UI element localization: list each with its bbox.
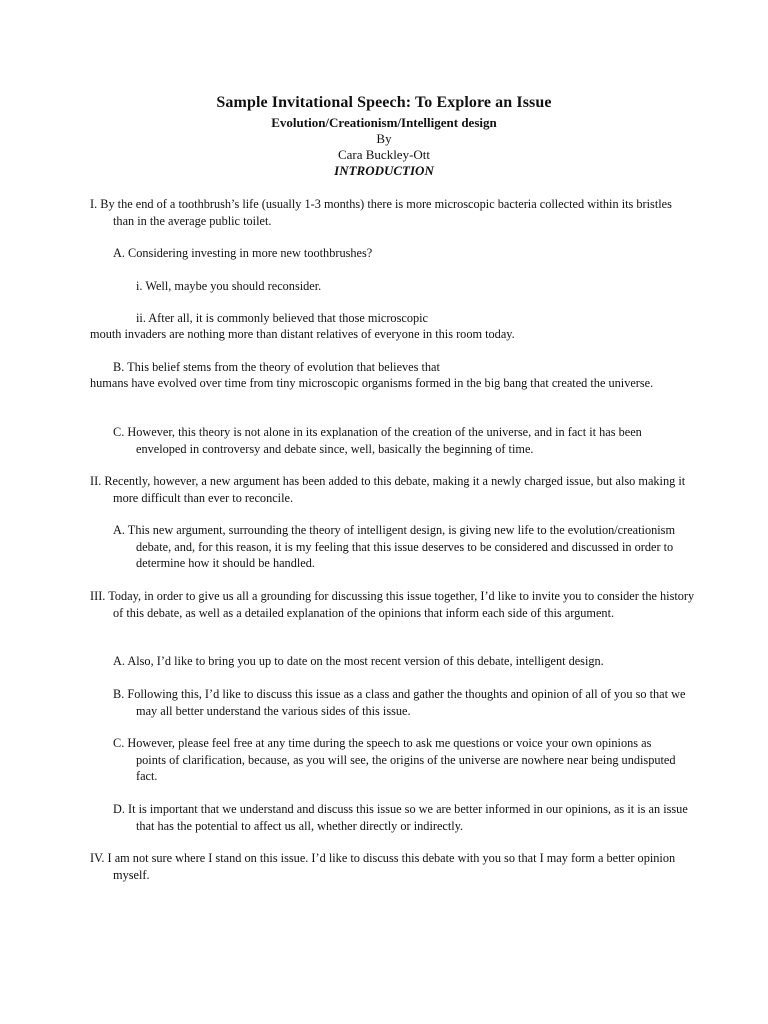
outline-point-1a: A. Considering investing in more new toothbrushes? xyxy=(113,246,373,260)
document-subtitle: Evolution/Creationism/Intelligent design xyxy=(271,115,497,130)
outline-point-1c: C. However, this theory is not alone in its explanation of the creation of the universe, and in fact it has been enveloped in controversy and debate since, well, basically the beginning of time. xyxy=(113,425,642,456)
author-name: Cara Buckley-Ott xyxy=(337,147,431,162)
outline-point-3: III. Today, in order to give us all a grounding for discussing this issue together, I’d like to invite you to consider the history of this debate, as well as a detailed explanation of the opinions that inform each side of this argument. xyxy=(90,589,695,620)
outline-point-3a: A. Also, I’d like to bring you up to date on the most recent version of this debate, intelligent design. xyxy=(113,654,604,668)
document-title: Sample Invitational Speech: To Explore an Issue xyxy=(216,94,552,111)
outline-point-1a-ii-cont: mouth invaders are nothing more than distant relatives of everyone in this room today. xyxy=(90,327,515,341)
outline-point-1b-cont: humans have evolved over time from tiny microscopic organisms formed in the big bang that created the universe. xyxy=(90,376,654,390)
outline-point-2a: A. This new argument, surrounding the theory of intelligent design, is giving new life to the evolution/creationism debate, and, for this reason, it is my feeling that this issue deserves to be considered and discussed in order to determine how it should be handled. xyxy=(113,523,676,570)
outline-point-3d: D. It is important that we understand and discuss this issue so we are better informed in our opinions, as it is an issue that has the potential to affect us all, whether directly or indirectly. xyxy=(113,802,688,833)
byline-label: By xyxy=(376,131,392,146)
section-heading: INTRODUCTION xyxy=(334,163,434,178)
outline-point-1b: B. This belief stems from the theory of evolution that believes that xyxy=(113,360,440,374)
outline-point-3c: C. However, please feel free at any time during the speech to ask me questions or voice your own opinions as points of clarification, because, as you will see, the origins of the universe are nowhere near being undisputed fact. xyxy=(113,736,676,783)
outline-point-4: IV. I am not sure where I stand on this issue. I’d like to discuss this debate with you so that I may form a better opinion myself. xyxy=(90,851,676,882)
outline-point-1a-i: i. Well, maybe you should reconsider. xyxy=(136,279,322,293)
outline-point-2: II. Recently, however, a new argument has been added to this debate, making it a newly charged issue, but also making it more difficult than ever to reconcile. xyxy=(90,474,686,505)
outline-point-1: I. By the end of a toothbrush’s life (usually 1-3 months) there is more microscopic bacteria collected within its bristles than in the average public toilet. xyxy=(90,197,672,228)
outline-point-3b: B. Following this, I’d like to discuss this issue as a class and gather the thoughts and opinion of all of you so that we may all better understand the various sides of this issue. xyxy=(113,687,686,718)
outline-point-1a-ii: ii. After all, it is commonly believed that those microscopic xyxy=(136,311,428,325)
